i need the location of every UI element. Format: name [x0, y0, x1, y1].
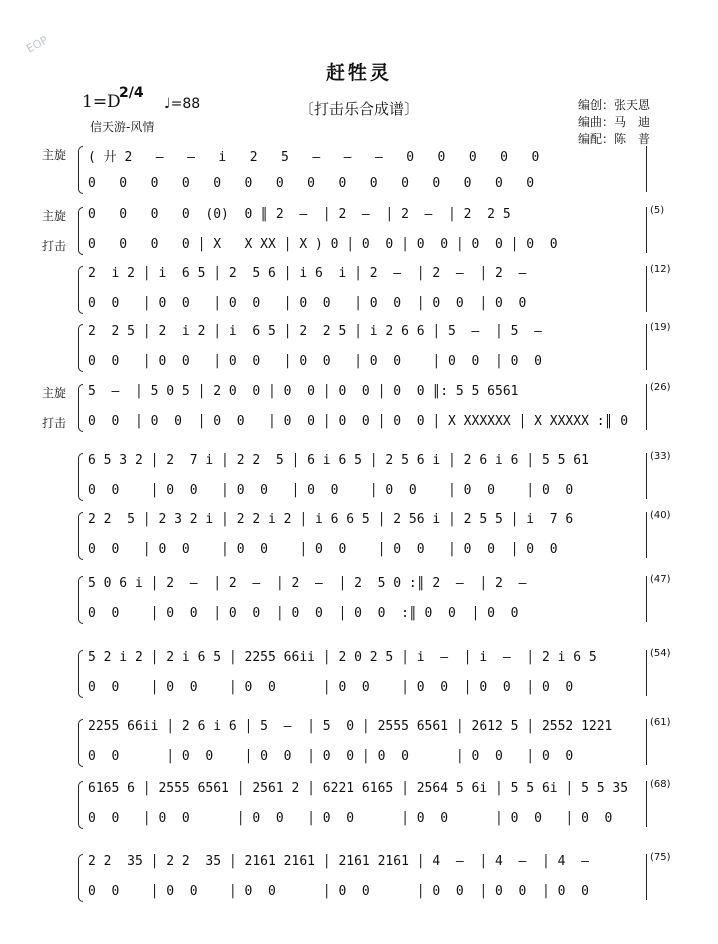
melody-line: 5 — │ 5 0 5 │ 2 0 0 │ 0 0 │ 0 0 │ 0 0 ║: 5 5 6561	[88, 384, 519, 399]
time-signature-value: 2/4	[119, 85, 144, 101]
melody-line: 2255 66ii │ 2 6 i 6 │ 5 — │ 5 0 │ 2555 6561 │ 2612 5 │ 2552 1221	[88, 719, 613, 734]
system-end-barline	[646, 324, 647, 370]
percussion-line: 0 0 │ 0 0 │ 0 0 │ 0 0 │ 0 0 │ 0 0 │ 0 0	[88, 680, 574, 695]
measure-number: (54)	[650, 648, 671, 659]
system-end-barline	[646, 719, 647, 765]
system-end-barline	[646, 781, 647, 827]
system-bracket	[78, 146, 83, 194]
percussion-line: 0 0 0 0 0 0 0 0 0 0 0 0 0 0 0	[88, 176, 535, 191]
percussion-line: 0 0 │ 0 0 │ 0 0 │ 0 0 │ 0 0 │ 0 0 │ 0 0	[88, 296, 527, 311]
melody-line: 0 0 0 0 (0) 0 ║ 2 — │ 2 — │ 2 — │ 2 2 5	[88, 207, 511, 222]
measure-number: (19)	[650, 322, 671, 333]
system-bracket	[78, 576, 83, 624]
system-end-barline	[646, 854, 647, 900]
measure-number: (5)	[650, 205, 665, 216]
tempo-marking: ♩=88	[164, 96, 201, 112]
melody-line: 2 2 5 │ 2 i 2 │ i 6 5 │ 2 2 5 │ i 2 6 6 │ 5 — │ 5 —	[88, 324, 542, 339]
percussion-line: 0 0 │ 0 0 │ 0 0 │ 0 0 │ 0 0 │ 0 0 │ 0 0	[88, 542, 558, 557]
system-bracket	[78, 207, 83, 255]
key-signature: 1=D	[82, 92, 121, 112]
percussion-line: 0 0 │ 0 0 │ 0 0 │ 0 0 │ 0 0 │ 0 0 │ X XXXXXX │ X XXXXX :║ 0	[88, 414, 629, 429]
watermark: EOP	[24, 33, 50, 56]
measure-number: (47)	[650, 574, 671, 585]
measure-number: (12)	[650, 264, 671, 275]
credit-composer: 编创：张天恩	[578, 98, 651, 112]
system-bracket	[78, 324, 83, 372]
measure-number: (33)	[650, 451, 671, 462]
melody-line: 6165 6 │ 2555 6561 │ 2561 2 │ 6221 6165 │ 2564 5 6i │ 5 5 6i │ 5 5 35	[88, 781, 629, 796]
system-bracket	[78, 719, 83, 767]
system-end-barline	[646, 650, 647, 696]
melody-line: 2 i 2 │ i 6 5 │ 2 5 6 │ i 6 i │ 2 — │ 2 — │ 2 —	[88, 266, 527, 281]
credit-arranger: 编曲：马 迪	[578, 115, 651, 129]
system-bracket	[78, 384, 83, 432]
system-bracket	[78, 854, 83, 902]
part-label-melody: 主旋	[42, 148, 67, 162]
page-title: 赶牲灵	[325, 62, 392, 84]
system-end-barline	[646, 146, 647, 192]
melody-line: 5 0 6 i │ 2 — │ 2 — │ 2 — │ 2 5 0 :║ 2 — │ 2 —	[88, 576, 527, 591]
system-bracket	[78, 650, 83, 698]
measure-number: (75)	[650, 852, 671, 863]
part-label-percussion: 打击	[42, 416, 67, 430]
measure-number: (26)	[650, 382, 671, 393]
system-bracket	[78, 781, 83, 829]
time-signature	[119, 86, 144, 100]
system-bracket	[78, 453, 83, 501]
system-end-barline	[646, 453, 647, 499]
part-label-percussion: 打击	[42, 239, 67, 253]
system-bracket	[78, 266, 83, 314]
percussion-line: 0 0 │ 0 0 │ 0 0 │ 0 0 │ 0 0 │ 0 0 │ 0 0	[88, 483, 574, 498]
percussion-line: 0 0 │ 0 0 │ 0 0 │ 0 0 │ 0 0 │ 0 0 │ 0 0	[88, 749, 574, 764]
percussion-line: 0 0 │ 0 0 │ 0 0 │ 0 0 │ 0 0 │ 0 0 │ 0 0	[88, 884, 589, 899]
measure-number: (40)	[650, 510, 671, 521]
percussion-line: 0 0 │ 0 0 │ 0 0 │ 0 0 │ 0 0 :║ 0 0 │ 0 0	[88, 606, 519, 621]
page-subtitle: 〔打击乐合成谱〕	[298, 100, 419, 118]
melody-line: ( 廾 2 — — i 2 5 — — — 0 0 0 0 0	[88, 150, 540, 165]
measure-number: (68)	[650, 779, 671, 790]
percussion-line: 0 0 │ 0 0 │ 0 0 │ 0 0 │ 0 0 │ 0 0 │ 0 0	[88, 354, 542, 369]
style-marking: 信天游-风情	[90, 120, 155, 134]
melody-line: 2 2 5 │ 2 3 2 i │ 2 2 i 2 │ i 6 6 5 │ 2 56 i │ 2 5 5 │ i 7 6	[88, 512, 574, 527]
part-label-melody: 主旋	[42, 386, 67, 400]
percussion-line: 0 0 0 0 │ X X XX │ X ) 0 │ 0 0 │ 0 0 │ 0 0 │ 0 0	[88, 237, 558, 252]
system-bracket	[78, 512, 83, 560]
melody-line: 2 2 35 │ 2 2 35 │ 2161 2161 │ 2161 2161 │ 4 — │ 4 — │ 4 —	[88, 854, 589, 869]
measure-number: (61)	[650, 717, 671, 728]
system-end-barline	[646, 266, 647, 312]
system-end-barline	[646, 207, 647, 253]
melody-line: 6 5 3 2 │ 2 7 i │ 2 2 5 │ 6 i 6 5 │ 2 5 6 i │ 2 6 i 6 │ 5 5 61	[88, 453, 589, 468]
part-label-melody: 主旋	[42, 209, 67, 223]
system-end-barline	[646, 512, 647, 558]
melody-line: 5 2 i 2 │ 2 i 6 5 │ 2255 66ii │ 2 0 2 5 │ i — │ i — │ 2 i 6 5	[88, 650, 597, 665]
system-end-barline	[646, 576, 647, 622]
system-end-barline	[646, 384, 647, 430]
credit-orchestrator: 编配：陈 普	[578, 132, 651, 146]
percussion-line: 0 0 │ 0 0 │ 0 0 │ 0 0 │ 0 0 │ 0 0 │ 0 0	[88, 811, 613, 826]
